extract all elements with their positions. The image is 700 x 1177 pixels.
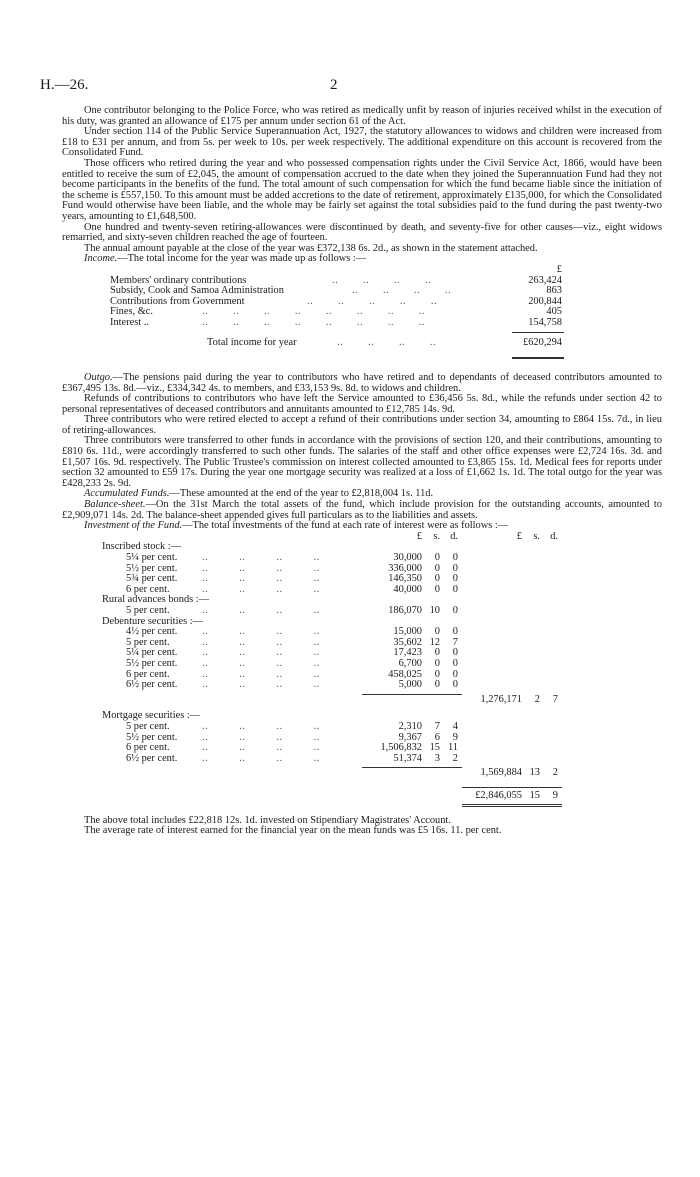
amount-shillings: 0 [434,562,440,574]
subtotal-pounds: 1,569,884 [480,767,522,779]
paragraph-transfers: Three contributors were transferred to other funds in accordance with the provisions of section 120, and their contributions, amounting to £810 6s. 11d., were accordingly transferred to such other funds. The salaries of the staff and other office expenses were £2,724 16s. 3d. and £1,507 16s. 9d. respectively. The Public Trustee's commission on interest collected amounted to £3,865 15s. 1d. Medical fees for reports under section 32 amounted to £59 17s. During the year one mortgage security was realized at a loss of £1,662 1s. 1d. The total outgo for the year was £428,233 2s. 9d. [62,435,662,489]
amount-pence: 9 [452,731,458,743]
paragraph-compensation: Those officers who retired during the year and who possessed compensation rights under the Civil Service Act, 1866, would have been entitled to receive the sum of £2,045, the amount of compensation accrued to the date when they joined the Superannuation Fund had they not become participants in the benefits of the fund. The total amount of such compensation for which the fund became liable since the initiation of the scheme is £557,150. To this amount must be added accretions to the date of retirement, approximately £135,000, for which the Consolidated Fund would otherwise have been liable, and the whole may be fairly set against the total subsidies paid to the fund during the past twenty-two years, amounting to £1,648,500. [62,157,662,222]
paragraph-discontinued: One hundred and twenty-seven retiring-allowances were discontinued by death, and seventy-five for other causes—viz., eight widows remarried, and sixty-seven children reached the age of fourteen. [62,221,662,244]
rate-label: 6 per cent. [126,742,170,754]
leader-dots: .. .. .. .. [202,668,320,680]
leader-dots: .. .. .. .. [202,583,320,595]
income-double-rule [512,357,564,359]
subtotal-shillings: 2 [534,693,540,705]
accumulated-heading: Accumulated Funds. [84,488,170,500]
amount-pounds: 186,070 [388,605,422,616]
table-rule [462,804,562,807]
rate-label: 6 per cent. [126,668,170,680]
amount-pounds: 9,367 [398,731,422,743]
grand-total-pence: 9 [552,790,558,801]
amount-pence: 0 [452,573,458,585]
rate-label: 4½ per cent. [126,626,178,638]
leader-dots: .. .. .. .. [202,731,320,743]
report-code: H.—26. [40,77,89,93]
income-intro [62,254,662,265]
income-row: Fines, &c. .. .. .. .. .. .. .. .. 405 [110,306,562,318]
income-row: Interest .. .. .. .. .. .. .. .. .. 154,758 [110,316,562,328]
amount-pence: 4 [452,721,458,732]
income-total-label: Total income for year [207,337,297,349]
income-value: 863 [546,285,562,297]
report-body [62,106,662,837]
rate-label: 5¾ per cent. [126,573,178,585]
amount-shillings: 10 [429,605,440,616]
paragraph-average-rate: The average rate of interest earned for the financial year on the mean funds was £5 16s. 11. per cent. [84,825,502,837]
amount-pounds: 30,000 [393,552,422,563]
subtotal-pounds: 1,276,171 [480,693,522,705]
leader-dots: .. .. .. .. [202,552,320,563]
paragraph-statutory-allowances: Under section 114 of the Public Service Superannuation Act, 1927, the statutory allowances to widows and children were increased from £18 to £31 per annum, and from 5s. per week to 10s. per week respectively. The additional expenditure on this account is recovered from the Consolidated Fund. [62,126,662,159]
subtotal-pence: 7 [552,693,558,705]
rate-label: 5½ per cent. [126,731,178,743]
investment-row [62,606,662,617]
amount-shillings: 0 [434,583,440,595]
leader-dots: .. .. .. .. [202,562,320,574]
amount-pounds: 336,000 [388,562,422,574]
paragraph-refunds: Refunds of contributions to contributors who have left the Service amounted to £36,456 5s. 8d., while the refunds under section 42 to personal representatives of deceased contributors and annuitants amounted to £12,785 14s. 9d. [62,393,662,415]
amount-pence: 0 [452,658,458,669]
rate-label: 5¼ per cent. [126,552,178,563]
investment-row [62,680,662,691]
income-total-value: £620,294 [523,337,562,349]
income-label: Members' ordinary contributions [110,274,247,286]
group-title: Debenture securities :— [102,615,203,627]
income-value: 405 [546,306,562,318]
amount-pounds: 40,000 [393,583,422,595]
amount-pence: 11 [447,742,458,754]
income-row: Subsidy, Cook and Samoa Administration .. .. .. .. 863 [110,285,562,297]
rate-label: 5½ per cent. [126,562,178,574]
investment-subtotal-row [62,695,662,706]
income-currency: £ [556,263,562,275]
amount-pence: 7 [452,636,458,648]
amount-shillings: 0 [434,552,440,563]
investment-subtotal-row [62,768,662,779]
group-title: Mortgage securities :— [102,710,201,722]
leader-dots: .. .. .. .. [202,752,320,764]
leader-dots: .. .. .. .. [202,605,320,616]
investment-table [62,532,662,816]
income-label: Contributions from Government [110,295,245,307]
income-rule [512,332,564,333]
rate-label: 6½ per cent. [126,752,178,764]
amount-pounds: 51,374 [393,752,422,764]
accumulated-text: —These amounted at the end of the year to £2,818,004 1s. 11d. [169,488,434,500]
income-label: Subsidy, Cook and Samoa Administration [110,285,284,297]
amount-pence: 0 [452,668,458,680]
grand-total-shillings: 15 [529,790,540,801]
amount-shillings: 0 [434,573,440,585]
rate-label: 6½ per cent. [126,679,178,691]
col-header-pounds-total: £ [516,530,522,542]
amount-pounds: 17,423 [393,647,422,659]
income-heading: Income. [84,253,118,265]
outgo-text: —The pensions paid during the year to contributors who have retired and to dependants of deceased contributors amounted to £367,495 13s. 8d.—viz., £334,342 4s. to members, and £33,153 9s. 8d. to widows and children. [62,371,662,394]
income-table [62,265,662,373]
amount-pounds: 1,506,832 [380,742,422,754]
income-intro-text: —The total income for the year was made up as follows :— [117,253,367,265]
leader-dots: .. .. .. .. [202,658,320,669]
income-label: Interest .. [110,316,149,328]
income-row: Members' ordinary contributions .. .. .. .. 263,424 [110,274,562,286]
investment-grand-total-row [62,791,662,802]
income-value: 263,424 [528,274,562,286]
col-header-shillings-total: s. [533,530,540,542]
income-value: 154,758 [528,316,562,328]
amount-shillings: 12 [429,636,440,648]
leader-dots: .. .. .. .. [202,679,320,691]
investment-intro: —The total investments of the fund at each rate of interest were as follows :— [182,520,509,532]
amount-shillings: 0 [434,626,440,638]
amount-shillings: 7 [434,721,440,732]
subtotal-pence: 2 [552,767,558,779]
rate-label: 5½ per cent. [126,658,178,669]
balance-text: —On the 31st March the total assets of the fund, which include provision for the outstanding accounts, amounted to £2,909,071 14s. 2d. The balance-sheet appended gives full particulars as to the liabilities and assets. [62,499,662,521]
leader-dots: .. .. .. .. [202,626,320,638]
income-row: Contributions from Government .. .. .. .. .. 200,844 [110,295,562,307]
outgo-heading: Outgo. [84,371,113,383]
col-header-pounds: £ [416,530,422,542]
amount-pounds: 2,310 [398,721,422,732]
leader-dots: .. .. .. .. [202,647,320,659]
amount-pounds: 35,602 [393,636,422,648]
amount-shillings: 0 [434,658,440,669]
amount-pence: 0 [452,647,458,659]
amount-pounds: 458,025 [388,668,422,680]
amount-shillings: 6 [434,731,440,743]
amount-shillings: 3 [434,752,440,764]
outgo-paragraph [62,373,662,394]
grand-total-pounds: £2,846,055 [475,790,522,801]
paragraph-section34: Three contributors who were retired elected to accept a refund of their contributions under section 34, amounting to £864 15s. 7d., in lieu of retiring-allowances. [62,414,662,436]
leader-dots: .. .. .. .. [202,742,320,754]
group-title: Inscribed stock :— [102,541,182,553]
subtotal-shillings: 13 [529,767,540,779]
col-header-pence: d. [450,530,458,542]
investment-paragraph [62,521,662,532]
amount-shillings: 15 [429,742,440,754]
amount-pounds: 146,350 [388,573,422,585]
group-title: Rural advances bonds :— [102,594,210,606]
rate-label: 5 per cent. [126,605,170,616]
income-value: 200,844 [528,295,562,307]
amount-pence: 2 [452,752,458,764]
investment-row [62,722,662,733]
balance-heading: Balance-sheet. [84,499,146,511]
balance-paragraph [62,500,662,521]
amount-pence: 0 [452,679,458,691]
amount-pence: 0 [452,605,458,616]
amount-pounds: 15,000 [393,626,422,638]
amount-shillings: 0 [434,647,440,659]
col-header-shillings: s. [433,530,440,542]
rate-label: 5 per cent. [126,721,170,732]
leader-dots: .. .. .. .. [202,721,320,732]
income-total-row: Total income for year .. .. .. .. £620,294 [207,337,562,349]
amount-pence: 0 [452,552,458,563]
table-rule [462,787,562,788]
leader-dots: .. .. .. .. [202,573,320,585]
investment-row [62,659,662,670]
income-label: Fines, &c. [110,306,154,318]
rate-label: 6 per cent. [126,583,170,595]
amount-shillings: 0 [434,668,440,680]
paragraph-police: One contributor belonging to the Police Force, who was retired as medically unfit by reason of injuries received whilst in the execution of his duty, was granted an allowance of £175 per annum under section 61 of the Act. [62,105,662,127]
amount-shillings: 0 [434,679,440,691]
leader-dots: .. .. .. .. [202,636,320,648]
rate-label: 5¼ per cent. [126,647,178,659]
investment-heading: Investment of the Fund. [84,520,183,532]
amount-pounds: 6,700 [398,658,422,669]
amount-pence: 0 [452,583,458,595]
amount-pence: 0 [452,626,458,638]
amount-pence: 0 [452,562,458,574]
amount-pounds: 5,000 [398,679,422,691]
page-number: 2 [330,77,338,93]
paragraph-annual-amount: The annual amount payable at the close of the year was £372,138 6s. 2d., as shown in the statement attached. [84,242,538,254]
rate-label: 5 per cent. [126,636,170,648]
col-header-pence-total: d. [550,530,558,542]
investment-row [62,553,662,564]
investment-row [62,754,662,765]
paragraph-stipendiary: The above total includes £22,818 12s. 1d. invested on Stipendiary Magistrates' Account. [84,814,451,826]
